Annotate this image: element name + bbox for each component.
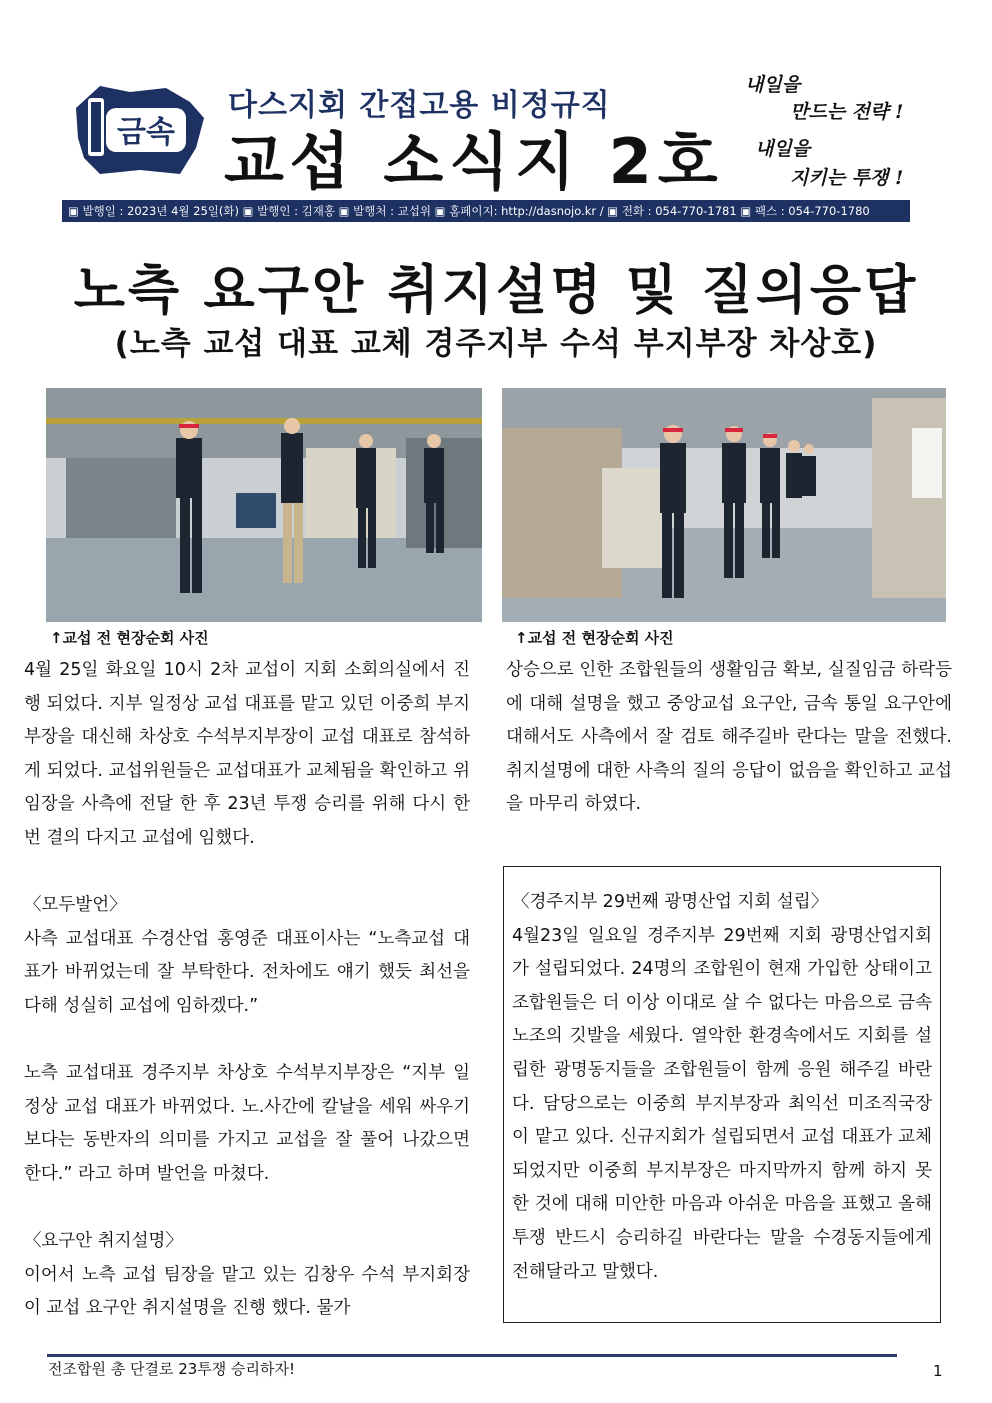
slogan-line-3: 내일을 <box>755 138 811 160</box>
headline: 노측 요구안 취지설명 및 질의응답 <box>73 260 919 321</box>
site-tour-photo-2 <box>502 388 946 622</box>
subheadline: (노측 교섭 대표 교체 경주지부 수석 부지부장 차상호) <box>114 326 878 362</box>
section-heading-demands-explanation: 〈요구안 취지설명〉 <box>24 1231 183 1252</box>
newsletter-kicker: 다스지회 간접고용 비정규직 <box>228 88 611 123</box>
newsletter-title: 교섭 소식지 2호 <box>224 125 724 198</box>
slogan-line-4: 지키는 투쟁 ! <box>790 167 904 189</box>
photo-caption-1: ↑교섭 전 현장순회 사진 <box>50 629 209 647</box>
news-box-body: 4월23일 일요일 경주지부 29번째 지회 광명산업지회가 설립되었다. 24명의 조합원이 현재 가입한 상태이고 조합원들은 더 이상 이대로 살 수 없다는 마음으로 금속노조의 깃발을 세웠다. 열악한 환경속에서도 지회를 설립한 광명동지들을 조합원들이 함께 응원 해주길 바란다. 담당으로는 이중희 부지부장과 최익선 미조직국장이 맡고 있다. 신규지회가 설립되면서 교섭 대표가 교체 되었지만 이중희 부지부장은 마지막까지 함께 하지 못한 것에 대해 미안한 마음과 아쉬운 마음을 표했고 올해 투쟁 반드시 승리하길 바란다는 말을 수경동지들에게 전해달라고 말했다. <box>512 925 932 1282</box>
news-box-title: 〈경주지부 29번째 광명산업 지회 설립〉 <box>512 892 829 912</box>
continuation-paragraph: 상승으로 인한 조합원들의 생활임금 확보, 실질임금 하락등에 대해 설명을 했고 중앙교섭 요구안, 금속 통일 요구안에 대해서도 사측에서 잘 검토 해주길바 란다는 말을 전했다. 취지설명에 대한 사측의 질의 응답이 없음을 확인하고 교섭을 마무리 하였다. <box>506 660 952 815</box>
demands-explanation-paragraph: 이어서 노측 교섭 팀장을 맡고 있는 김창우 수석 부지회장이 교섭 요구안 취지설명을 진행 했다. 물가 <box>24 1264 470 1319</box>
photo-caption-2: ↑교섭 전 현장순회 사진 <box>515 629 674 647</box>
logo-text: 금속 <box>117 115 175 150</box>
management-remarks-paragraph: 사측 교섭대표 수경산업 홍영준 대표이사는 “노측교섭 대표가 바뀌었는데 잘 부탁한다. 전차에도 얘기 했듯 최선을 다해 성실히 교섭에 임하겠다.” <box>24 928 470 1016</box>
page-number: 1 <box>933 1362 943 1380</box>
footer-slogan: 전조합원 총 단결로 23투쟁 승리하자! <box>48 1360 296 1378</box>
footer-divider <box>47 1354 897 1357</box>
publication-info-bar: ▣ 발행일 : 2023년 4월 25일(화) ▣ 발행인 : 김재홍 ▣ 발행처 : 교섭위 ▣ 홈페이지: http://dasnojo.kr / ▣ 전화 : 054-770-1781 ▣ 팩스 : 054-770-1780 <box>62 200 910 222</box>
section-heading-opening-remarks: 〈모두발언〉 <box>24 895 127 916</box>
news-box-content <box>512 886 932 1289</box>
site-tour-photo-1 <box>46 388 482 622</box>
union-remarks-paragraph: 노측 교섭대표 경주지부 차상호 수석부지부장은 “지부 일정상 교섭 대표가 바뀌었다. 노.사간에 칼날을 세워 싸우기 보다는 동반자의 의미를 가지고 교섭을 잘 풀어 나갔으면 한다.” 라고 하며 발언을 마쳤다. <box>24 1063 470 1184</box>
slogan-line-1: 내일을 <box>745 74 801 96</box>
intro-paragraph: 4월 25일 화요일 10시 2차 교섭이 지회 소회의실에서 진행 되었다. 지부 일정상 교섭 대표를 맡고 있던 이중희 부지부장을 대신해 차상호 수석부지부장이 교섭 대표로 참석하게 되었다. 교섭위원들은 교섭대표가 교체됨을 확인하고 위임장을 사측에 전달 한 후 23년 투쟁 승리를 위해 다시 한번 결의 다지고 교섭에 임했다. <box>24 660 470 848</box>
article-right-column <box>506 654 952 822</box>
slogan-line-2: 만드는 전략 ! <box>790 101 904 123</box>
union-logo <box>70 78 210 178</box>
article-left-column <box>24 654 470 1326</box>
